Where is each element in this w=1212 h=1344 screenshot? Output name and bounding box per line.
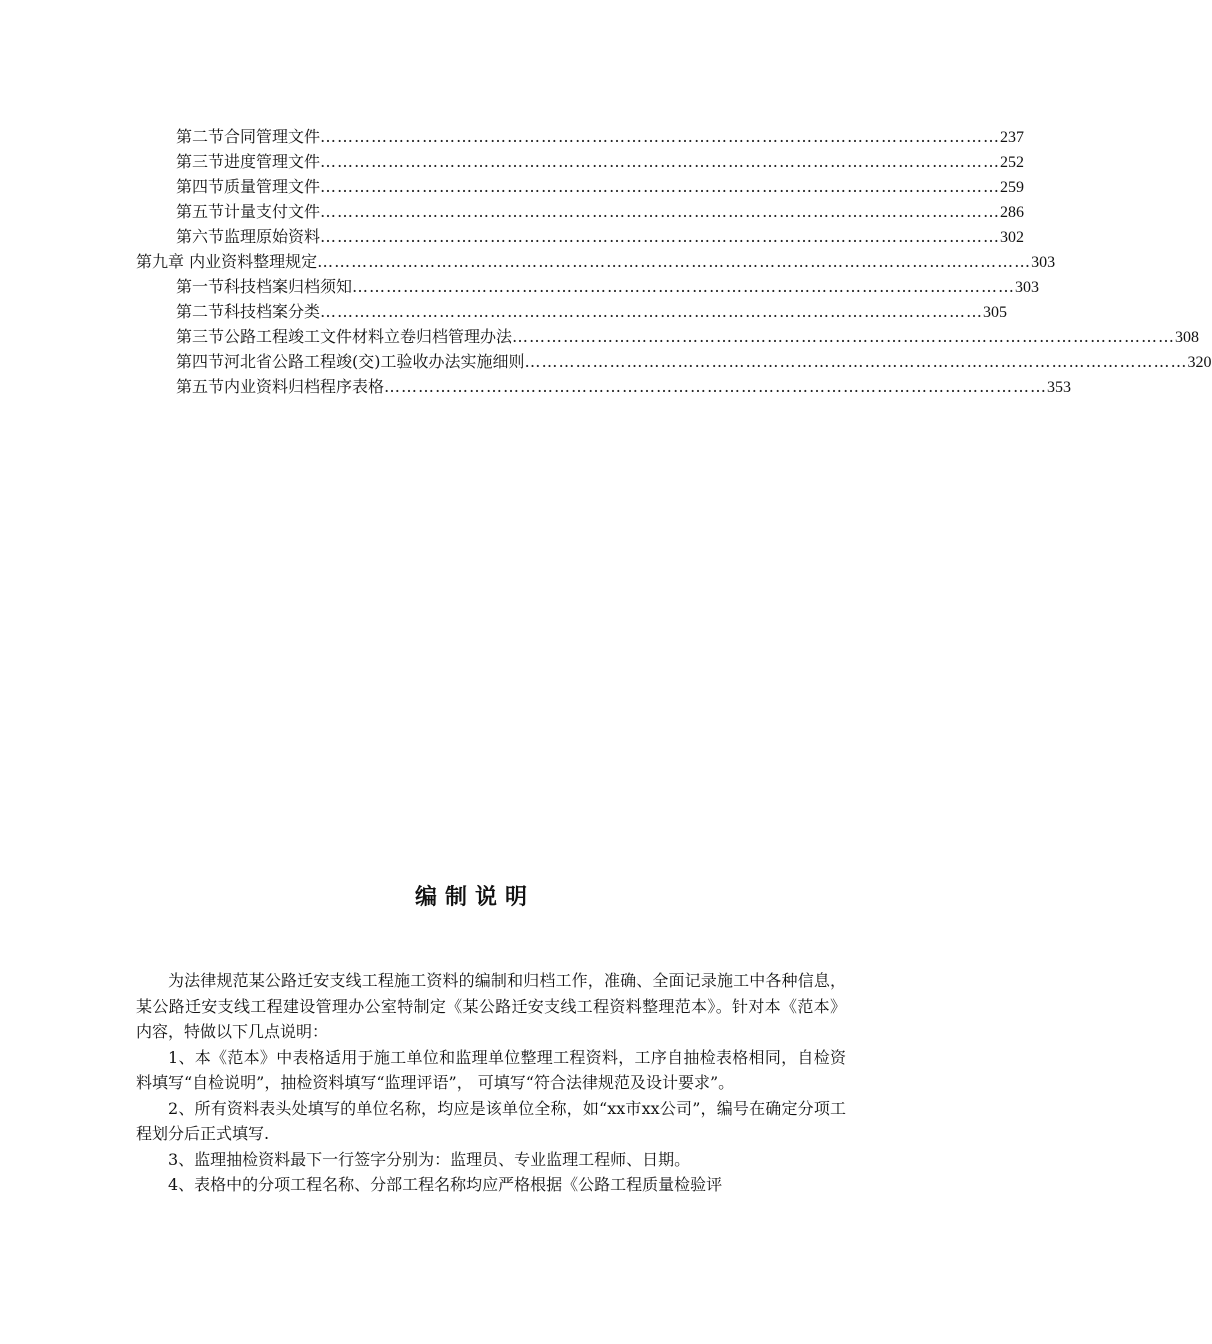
toc-entry-page: 237 [1000,129,1025,146]
toc-entry-page: 252 [1000,154,1025,171]
toc-entry [176,200,1025,224]
toc-entry-title: 第六节监理原始资料 [176,227,321,246]
toc-entry [176,300,1008,324]
toc-entry-title: 第一节科技档案归档须知 [176,277,353,296]
toc-entry [176,125,1025,149]
paragraph: 4、表格中的分项工程名称、分部工程名称均应严格根据《公路工程质量检验评 [168,1175,723,1194]
toc-leader-dots: ……………………………………………………………………………………………………… [512,327,1176,346]
toc-entry [176,150,1025,174]
toc-entry-title: 第四节河北省公路工程竣(交)工验收办法实施细则 [176,352,525,371]
toc-entry [176,275,1040,299]
toc-entry-page: 353 [1047,379,1072,396]
paragraph: 2、所有资料表头处填写的单位名称，均应是该单位全称，如“xx市xx公司”，编号在确定分项工程划分后正式填写. [136,1098,846,1143]
toc-leader-dots: ……………………………………………………………………………………………………… [524,352,1188,371]
toc-entry [176,225,1025,249]
toc-leader-dots: ………………………………………………………………………………………………………… [320,177,1001,196]
toc-entry [176,175,1025,199]
toc-entry-title: 第九章 内业资料整理规定 [136,252,318,271]
toc-entry-title: 第三节公路工程竣工文件材料立卷归档管理办法 [176,327,513,346]
toc-entry-page: 303 [1015,279,1040,296]
toc-leader-dots: ……………………………………………………………………………………………………………… [317,252,1032,271]
toc-entry-page: 305 [983,304,1008,321]
toc-entry-page: 259 [1000,179,1025,196]
toc-entry-title: 第二节科技档案分类 [176,302,321,321]
paragraph: 3、监理抽检资料最下一行签字分别为：监理员、专业监理工程师、日期。 [168,1149,691,1169]
toc-entry-page: 303 [1031,254,1056,271]
toc-entry-page: 302 [1000,229,1025,246]
toc-entry-page: 286 [1000,204,1025,221]
section-body [136,968,846,1198]
toc-leader-dots: ………………………………………………………………………………………………………… [320,152,1001,171]
toc-entry [176,350,1212,374]
toc-entry-title: 第五节内业资料归档程序表格 [176,377,385,396]
toc-entry-title: 第四节质量管理文件 [176,177,321,196]
paragraph: 1、本《范本》中表格适用于施工单位和监理单位整理工程资料，工序自抽检表格相同，自检资料填写“自检说明”，抽检资料填写“监理评语”， 可填写“符合法律规范及设计要求”。 [136,1047,846,1092]
toc-leader-dots: ………………………………………………………………………………………………………… [320,127,1001,146]
toc-leader-dots: ……………………………………………………………………………………………………… [320,302,984,321]
toc-leader-dots: ……………………………………………………………………………………………………… [384,377,1048,396]
toc-entry-title: 第五节计量支付文件 [176,202,321,221]
toc-entry [176,325,1200,349]
toc-leader-dots: ………………………………………………………………………………………………………… [320,202,1001,221]
toc-leader-dots: ……………………………………………………………………………………………………… [352,277,1016,296]
toc-entry-title: 第三节进度管理文件 [176,152,321,171]
toc-entry-page: 320 [1187,354,1212,371]
toc-leader-dots: ………………………………………………………………………………………………………… [320,227,1001,246]
toc-entry-title: 第二节合同管理文件 [176,127,321,146]
paragraph: 为法律规范某公路迁安支线工程施工资料的编制和归档工作，准确、全面记录施工中各种信息，某公路迁安支线工程建设管理办公室特制定《某公路迁安支线工程资料整理范本》。针对本《范本》内容，特做以下几点说明： [136,971,846,1041]
toc-entry [176,375,1072,399]
section-heading: 编制说明 [414,885,535,910]
toc-entry-page: 308 [1175,329,1200,346]
toc-chapter-entry [136,250,1056,274]
